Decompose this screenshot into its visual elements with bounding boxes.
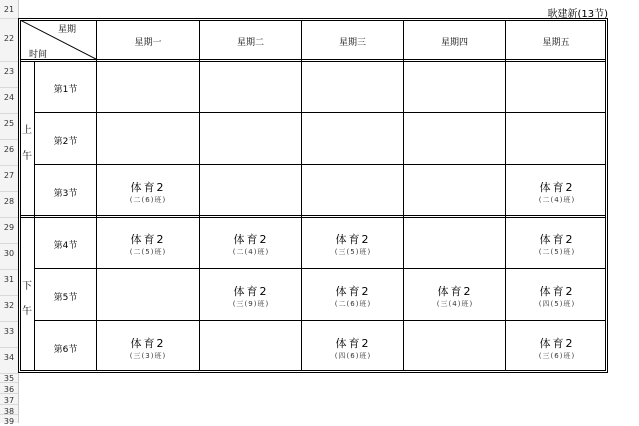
corner-time-label: 时间 (29, 50, 48, 60)
course-class: (二(5)班) (129, 248, 167, 256)
pm-label-1: 下 (22, 281, 32, 292)
course-name: 体育2 (130, 337, 166, 350)
am-label-1: 上 (22, 125, 32, 136)
day-header-tue: 星期二 (236, 38, 264, 48)
row-number: 27 (3, 171, 15, 180)
row-number: 36 (3, 385, 15, 394)
period-label-2: 第2节 (53, 137, 78, 147)
row-number: 29 (3, 223, 15, 232)
course-class: (二(6)班) (129, 196, 167, 204)
row-number: 28 (3, 197, 15, 206)
row-number: 38 (3, 407, 15, 416)
course-class: (四(5)班) (538, 300, 576, 308)
period-label-3: 第3节 (53, 189, 78, 199)
course-name: 体育2 (539, 181, 575, 194)
course-class: (二(5)班) (538, 248, 576, 256)
course-class: (二(6)班) (334, 300, 372, 308)
row-number: 21 (3, 5, 15, 14)
period-label-5: 第5节 (53, 293, 78, 303)
course-name: 体育2 (130, 181, 166, 194)
corner-day-label: 星期 (58, 25, 77, 35)
pm-label-2: 午 (22, 306, 32, 317)
row-number: 37 (3, 396, 15, 405)
day-header-thu: 星期四 (440, 38, 468, 48)
course-name: 体育2 (233, 233, 269, 246)
day-header-wed: 星期三 (338, 38, 366, 48)
period-label-6: 第6节 (53, 345, 78, 355)
course-class: (三(6)班) (538, 352, 576, 360)
course-name: 体育2 (437, 285, 473, 298)
course-name: 体育2 (539, 285, 575, 298)
course-class: (三(9)班) (232, 300, 270, 308)
teacher-label: 耿建新(13节) (547, 9, 608, 20)
course-name: 体育2 (335, 337, 371, 350)
course-class: (二(4)班) (232, 248, 270, 256)
course-name: 体育2 (335, 233, 371, 246)
row-number: 31 (3, 275, 15, 284)
row-number: 24 (3, 93, 15, 102)
row-number: 30 (3, 249, 15, 258)
course-class: (三(5)班) (334, 248, 372, 256)
day-header-fri: 星期五 (542, 38, 570, 48)
period-label-4: 第4节 (53, 241, 78, 251)
am-label-2: 午 (22, 151, 32, 162)
course-class: (四(6)班) (334, 352, 372, 360)
row-number: 32 (3, 301, 15, 310)
course-name: 体育2 (539, 337, 575, 350)
period-label-1: 第1节 (53, 85, 78, 95)
course-name: 体育2 (130, 233, 166, 246)
course-name: 体育2 (539, 233, 575, 246)
row-number: 34 (3, 353, 15, 362)
row-number: 23 (3, 67, 15, 76)
course-name: 体育2 (335, 285, 371, 298)
row-number: 22 (3, 34, 15, 43)
course-class: (三(3)班) (129, 352, 167, 360)
row-number: 35 (3, 374, 15, 383)
row-number: 25 (3, 119, 15, 128)
row-number: 33 (3, 327, 15, 336)
day-header-mon: 星期一 (134, 38, 162, 48)
course-class: (三(4)班) (436, 300, 474, 308)
course-name: 体育2 (233, 285, 269, 298)
row-number: 26 (3, 145, 15, 154)
row-number: 39 (3, 417, 15, 426)
course-class: (二(4)班) (538, 196, 576, 204)
